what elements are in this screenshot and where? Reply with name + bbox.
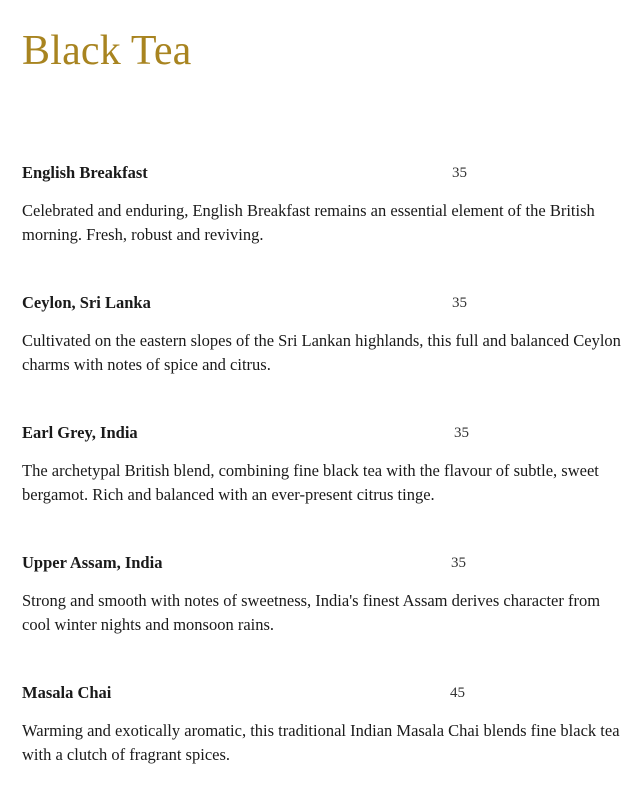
- menu-item-description: Warming and exotically aromatic, this traditional Indian Masala Chai blends fine black tea with a clutch of fragrant spices.: [22, 721, 620, 764]
- menu-item-description: Cultivated on the eastern slopes of the Sri Lankan highlands, this full and balanced Ceylon charms with notes of spice and citrus.: [22, 331, 621, 374]
- menu-item-price: 35: [454, 425, 469, 441]
- menu-item-english-breakfast: [22, 163, 622, 247]
- menu-item-upper-assam: [22, 553, 622, 637]
- menu-item-name: Masala Chai: [22, 683, 112, 702]
- menu-item-name: Upper Assam, India: [22, 553, 163, 572]
- menu-item-header: [22, 293, 622, 315]
- menu-item-name: Earl Grey, India: [22, 423, 138, 442]
- menu-item-ceylon: [22, 293, 622, 377]
- menu-item-header: [22, 163, 622, 185]
- menu-item-description: Celebrated and enduring, English Breakfast remains an essential element of the British morning. Fresh, robust and reviving.: [22, 201, 595, 244]
- menu-item-price: 35: [452, 165, 467, 181]
- menu-item-header: [22, 683, 622, 705]
- menu-item-header: [22, 553, 622, 575]
- menu-item-masala-chai: [22, 683, 622, 767]
- menu-item-price: 45: [450, 685, 465, 701]
- menu-item-price: 35: [451, 555, 466, 571]
- menu-item-description: The archetypal British blend, combining fine black tea with the flavour of subtle, sweet bergamot. Rich and balanced with an ever-present citrus tinge.: [22, 461, 599, 504]
- menu-item-name: Ceylon, Sri Lanka: [22, 293, 151, 312]
- menu-item-price: 35: [452, 295, 467, 311]
- menu-item-description: Strong and smooth with notes of sweetness, India's finest Assam derives character from cool winter nights and monsoon rains.: [22, 591, 601, 634]
- menu-item-name: English Breakfast: [22, 163, 148, 182]
- menu-item-header: [22, 423, 622, 445]
- menu-item-earl-grey: [22, 423, 622, 507]
- menu-title: Black Tea: [22, 28, 192, 74]
